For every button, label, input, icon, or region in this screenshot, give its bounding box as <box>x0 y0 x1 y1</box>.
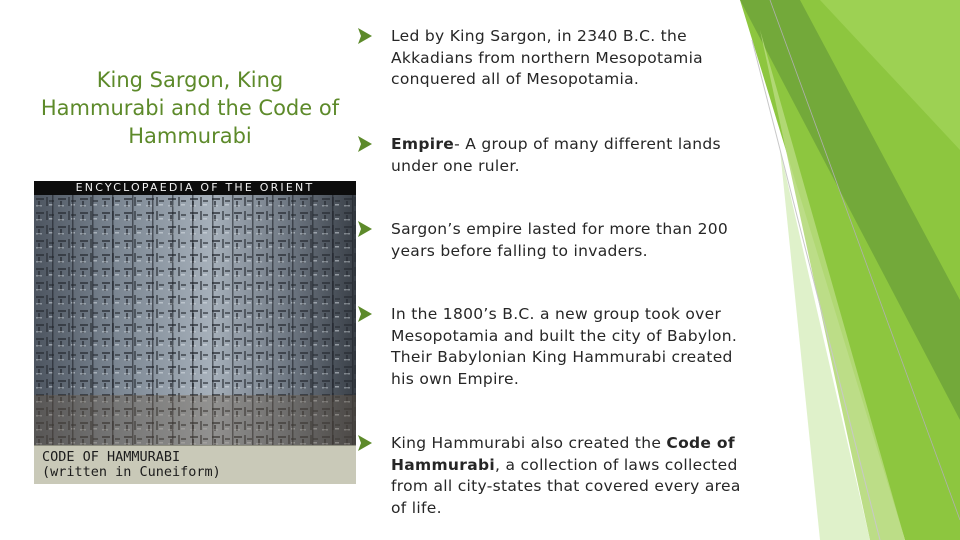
image-header: ENCYCLOPAEDIA OF THE ORIENT <box>34 181 356 195</box>
arrow-bullet-icon <box>358 136 372 152</box>
bullet-text-1: Led by King Sargon, in 2340 B.C. the Akkadians from northern Mesopotamia conquered all of Mesopotamia. <box>391 27 703 88</box>
bullet-text-3: Sargon’s empire lasted for more than 200 years before falling to invaders. <box>391 220 729 260</box>
code-of-hammurabi-image <box>34 181 356 484</box>
bullet-text-2: Empire- A group of many different lands under one ruler. <box>391 135 721 175</box>
bullet-text-5: King Hammurabi also created the Code of Hammurabi, a collection of laws collected from all city-states that covered every area of life. <box>391 434 741 517</box>
arrow-bullet-icon <box>358 306 372 322</box>
arrow-bullet-icon <box>358 435 372 451</box>
caption-line-2: (written in Cuneiform) <box>42 464 221 480</box>
slide-title: King Sargon, King Hammurabi and the Code of Hammurabi <box>40 68 340 148</box>
caption-line-1: CODE OF HAMMURABI <box>42 449 181 465</box>
arrow-bullet-icon <box>358 28 372 44</box>
term-empire: Empire <box>391 135 455 153</box>
arrow-bullet-icon <box>358 221 372 237</box>
image-caption <box>34 445 356 484</box>
cuneiform-stone <box>34 195 356 445</box>
term-code-of-hammurabi: Code of Hammurabi <box>391 434 735 474</box>
bullet-text-4: In the 1800’s B.C. a new group took over Mesopotamia and built the city of Babylon. Their Babylonian King Hammurabi created his own Empire. <box>391 305 738 388</box>
